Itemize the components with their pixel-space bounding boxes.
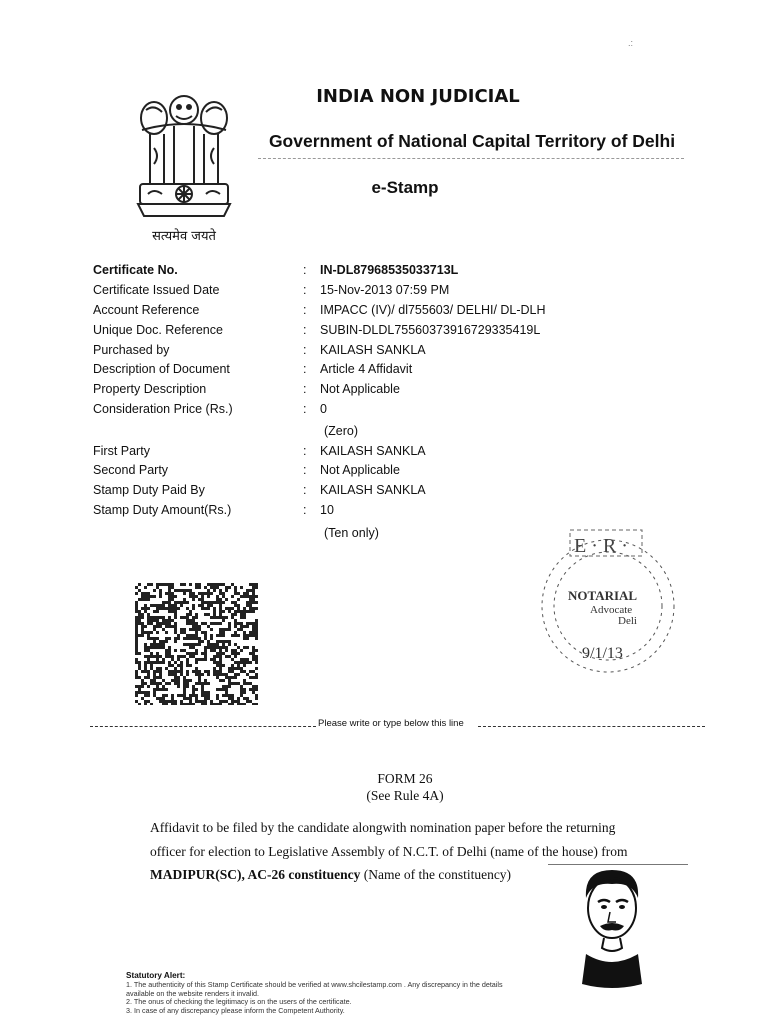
detail-value: KAILASH SANKLA: [320, 343, 426, 357]
emblem-motto: सत्यमेव जयते: [152, 229, 216, 244]
statutory-item: 3. In case of any discrepancy please inform the Competent Authority.: [126, 1005, 345, 1015]
state-emblem: [128, 88, 240, 248]
lion-capital-emblem-icon: [128, 88, 240, 226]
detail-label: Certificate No.: [93, 263, 178, 277]
candidate-photo: [572, 862, 652, 992]
detail-label: Stamp Duty Amount(Rs.): [93, 503, 232, 517]
detail-label: Consideration Price (Rs.): [93, 402, 233, 416]
corner-mark: .:: [628, 38, 634, 48]
detail-separator: :: [303, 323, 307, 337]
qr-code-icon: [134, 583, 258, 705]
constituency-name: MADIPUR(SC), AC-26 constituency: [150, 867, 361, 882]
detail-separator: :: [303, 362, 307, 376]
duty-in-words: (Ten only): [324, 526, 379, 540]
detail-separator: :: [303, 402, 307, 416]
statutory-item: 2. The onus of checking the legitimacy is on the users of the certificate.: [126, 997, 352, 1007]
detail-value: Not Applicable: [320, 382, 400, 396]
detail-value: Article 4 Affidavit: [320, 362, 413, 376]
affidavit-line-2: officer for election to Legislative Assembly of N.C.T. of Delhi (name of the house) from: [150, 844, 628, 859]
detail-row-account-reference: [93, 300, 653, 320]
detail-label: Purchased by: [93, 343, 170, 357]
cut-line-text: Please write or type below this line: [318, 718, 464, 729]
detail-separator: :: [303, 382, 307, 396]
form-heading: [330, 770, 480, 804]
detail-row-first-party: [93, 441, 653, 461]
stamp-date: 9/1/13: [582, 645, 623, 662]
detail-value: KAILASH SANKLA: [320, 444, 426, 458]
government-name: Government of National Capital Territory of Delhi: [268, 131, 676, 151]
statutory-item: 1. The authenticity of this Stamp Certificate should be verified at www.shcilestamp.com . Any discrepancy in the details: [126, 980, 503, 990]
statutory-heading: Statutory Alert:: [126, 971, 186, 980]
estamp-heading: e-Stamp: [371, 178, 439, 197]
detail-label: Certificate Issued Date: [93, 283, 220, 297]
statutory-alert: [126, 972, 566, 1015]
svg-text:E · R ·: E · R ·: [574, 535, 628, 557]
detail-row-consideration-price: [93, 399, 653, 419]
detail-value: 0: [320, 402, 327, 416]
detail-separator: :: [303, 483, 307, 497]
detail-row-certificate-no: [93, 260, 653, 280]
stamp-line-advocate: Advocate: [590, 604, 633, 616]
detail-row-unique-doc-reference: [93, 320, 653, 340]
detail-separator: :: [303, 343, 307, 357]
affidavit-line-1: Affidavit to be filed by the candidate alongwith nomination paper before the returning: [150, 820, 616, 835]
detail-row-second-party: [93, 460, 653, 480]
form-title: FORM 26: [377, 771, 433, 786]
detail-label: Unique Doc. Reference: [93, 323, 223, 337]
affidavit-line-3: [150, 867, 511, 883]
person-portrait-icon: [572, 862, 652, 992]
stamp-line-notarial: NOTARIAL: [568, 588, 638, 603]
detail-label: Second Party: [93, 463, 169, 477]
detail-separator: :: [303, 263, 307, 277]
detail-label: First Party: [93, 444, 150, 458]
detail-row-stamp-duty-amount: [93, 500, 653, 520]
detail-row-property-description: [93, 379, 653, 399]
constituency-caption: (Name of the constituency): [360, 867, 512, 882]
detail-row-description-of-document: [93, 359, 653, 379]
cut-line: [90, 718, 705, 732]
cut-line-dash-right: [478, 726, 705, 727]
consideration-in-words: (Zero): [324, 424, 359, 438]
detail-value: SUBIN-DLDL75560373916729335419L: [320, 323, 541, 337]
detail-separator: :: [303, 283, 307, 297]
heading-underline: [258, 158, 684, 159]
detail-value: Not Applicable: [320, 463, 400, 477]
qr-code: [134, 583, 258, 705]
detail-value: IN-DL87968535033713L: [320, 263, 459, 277]
detail-label: Property Description: [93, 382, 207, 396]
form-rule: (See Rule 4A): [366, 788, 444, 803]
notarial-stamp: [528, 520, 688, 680]
detail-row-purchased-by: [93, 340, 653, 360]
detail-label: Stamp Duty Paid By: [93, 483, 205, 497]
detail-separator: :: [303, 463, 307, 477]
statutory-item: available on the website renders it invalid.: [126, 988, 260, 998]
detail-value: IMPACC (IV)/ dl755603/ DELHI/ DL-DLH: [320, 303, 546, 317]
detail-row-stamp-duty-paid-by: [93, 480, 653, 500]
detail-separator: :: [303, 303, 307, 317]
detail-value: KAILASH SANKLA: [320, 483, 426, 497]
detail-row-issued-date: [93, 280, 653, 300]
cut-line-dash-left: [90, 726, 316, 727]
detail-label: Account Reference: [93, 303, 200, 317]
detail-value: 10: [320, 503, 334, 517]
detail-label: Description of Document: [93, 362, 230, 376]
detail-value: 15-Nov-2013 07:59 PM: [320, 283, 450, 297]
stamp-line-city: Deli: [618, 615, 637, 627]
detail-separator: :: [303, 444, 307, 458]
detail-separator: :: [303, 503, 307, 517]
document-title: INDIA NON JUDICIAL: [316, 86, 520, 107]
